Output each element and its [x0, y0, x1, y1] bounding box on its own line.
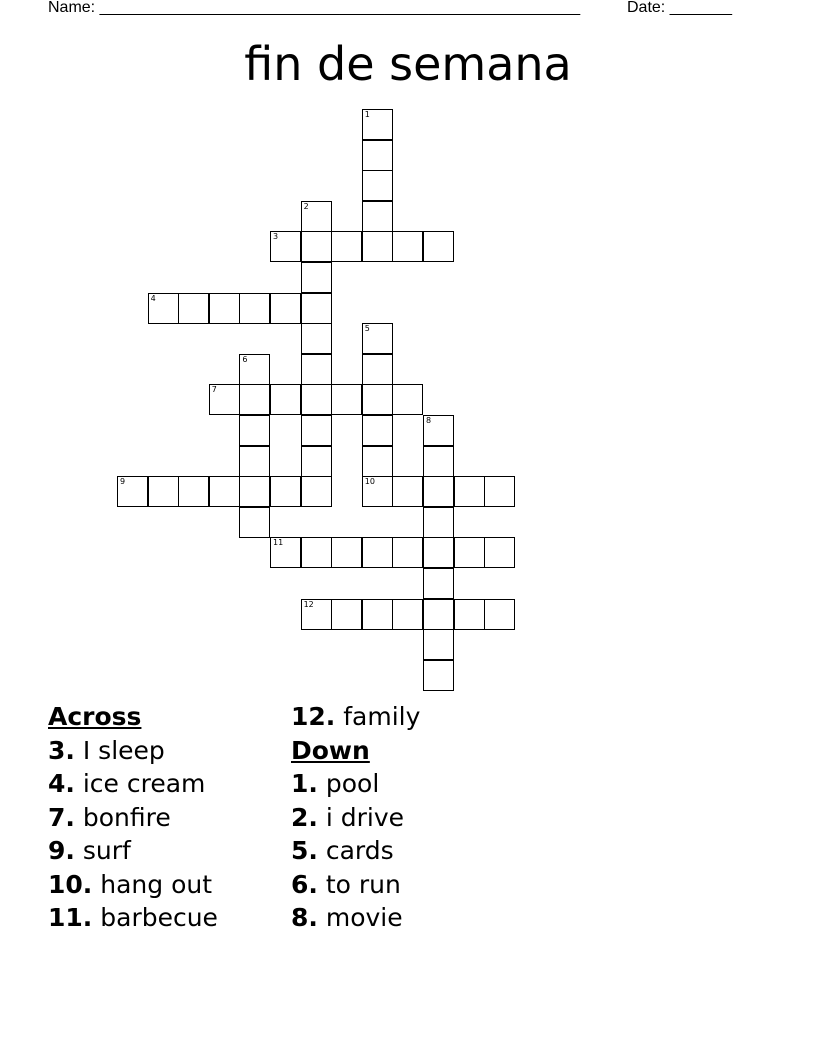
clue-text: ice cream — [82, 769, 206, 798]
grid-cell[interactable] — [301, 476, 332, 507]
date-line[interactable]: Date: _______ — [627, 0, 732, 16]
clue-down-2 — [291, 801, 420, 835]
grid-cell[interactable] — [301, 354, 332, 385]
clue-text: I sleep — [82, 735, 165, 765]
grid-cell[interactable] — [423, 231, 454, 262]
grid-cell[interactable] — [362, 109, 393, 140]
page-title: fin de semana — [244, 37, 572, 91]
clue-text: bonfire — [82, 802, 171, 832]
clue-across-4 — [48, 767, 218, 801]
clue-across-9 — [48, 834, 218, 868]
grid-cell[interactable] — [423, 507, 454, 538]
clue-number: 2. — [291, 802, 318, 832]
clue-across-7 — [48, 801, 218, 835]
grid-cell[interactable] — [178, 293, 209, 324]
cell-number: 9 — [120, 477, 126, 487]
grid-cell[interactable] — [484, 476, 515, 507]
grid-cell[interactable] — [423, 629, 454, 660]
grid-cell[interactable] — [301, 599, 332, 630]
clue-down-1 — [291, 767, 420, 801]
clue-number: 5. — [291, 836, 318, 865]
grid-cell[interactable] — [270, 293, 301, 324]
clues-column-right — [291, 700, 420, 935]
across-heading: Across — [48, 702, 142, 731]
grid-cell[interactable] — [270, 384, 301, 415]
clues-column-left — [48, 700, 218, 935]
grid-cell[interactable] — [423, 599, 454, 630]
grid-cell[interactable] — [484, 599, 515, 630]
clue-text: cards — [325, 836, 394, 865]
grid-cell[interactable] — [362, 323, 393, 354]
grid-cell[interactable] — [117, 476, 148, 507]
grid-cell[interactable] — [301, 415, 332, 446]
clue-down-5 — [291, 834, 420, 868]
grid-cell[interactable] — [423, 568, 454, 599]
clue-text: pool — [325, 769, 380, 798]
grid-cell[interactable] — [362, 231, 393, 262]
grid-cell[interactable] — [362, 476, 393, 507]
grid-cell[interactable] — [301, 537, 332, 568]
grid-cell[interactable] — [239, 354, 270, 385]
clue-text: i drive — [325, 802, 405, 832]
grid-cell[interactable] — [392, 476, 423, 507]
grid-cell[interactable] — [423, 446, 454, 477]
grid-cell[interactable] — [392, 384, 423, 415]
clue-number: 7. — [48, 802, 75, 832]
grid-cell[interactable] — [239, 446, 270, 477]
grid-cell[interactable] — [148, 476, 179, 507]
cell-number: 8 — [426, 416, 432, 425]
grid-cell[interactable] — [301, 201, 332, 232]
grid-cell[interactable] — [270, 476, 301, 507]
grid-cell[interactable] — [331, 384, 362, 415]
grid-cell[interactable] — [301, 231, 332, 262]
cell-number: 7 — [211, 385, 217, 395]
grid-cell[interactable] — [270, 231, 301, 262]
clue-across-10 — [48, 868, 218, 902]
grid-cell[interactable] — [392, 537, 423, 568]
grid-cell[interactable] — [423, 660, 454, 691]
grid-cell[interactable] — [362, 446, 393, 477]
grid-cell[interactable] — [454, 599, 485, 630]
clue-down-6 — [291, 868, 420, 902]
clue-number: 10. — [48, 869, 93, 899]
grid-cell[interactable] — [362, 170, 393, 201]
grid-cell[interactable] — [239, 507, 270, 538]
grid-cell[interactable] — [331, 231, 362, 262]
cell-number: 1 — [364, 110, 370, 119]
clue-text: hang out — [100, 869, 213, 899]
clue-number: 4. — [48, 769, 75, 798]
cell-number: 5 — [364, 324, 370, 334]
clue-number: 12. — [291, 702, 336, 731]
grid-cell[interactable] — [239, 476, 270, 507]
name-line[interactable]: Name: ______________________________________________________ — [48, 0, 581, 16]
cell-number: 10 — [364, 477, 375, 487]
clue-across-11 — [48, 901, 218, 935]
cell-number: 3 — [273, 232, 279, 242]
clue-text: barbecue — [100, 903, 218, 932]
clue-text: movie — [325, 903, 403, 932]
grid-cell[interactable] — [362, 537, 393, 568]
clue-text: surf — [82, 836, 131, 865]
grid-cell[interactable] — [270, 537, 301, 568]
clue-number: 1. — [291, 769, 318, 798]
cell-number: 6 — [242, 354, 248, 364]
grid-cell[interactable] — [178, 476, 209, 507]
grid-cell[interactable] — [301, 446, 332, 477]
grid-cell[interactable] — [423, 476, 454, 507]
grid-cell[interactable] — [362, 384, 393, 415]
clue-number: 6. — [291, 869, 318, 899]
grid-cell[interactable] — [239, 384, 270, 415]
clue-number: 9. — [48, 836, 75, 865]
grid-cell[interactable] — [362, 599, 393, 630]
grid-cell[interactable] — [331, 599, 362, 630]
cell-number: 12 — [303, 599, 314, 609]
grid-cell[interactable] — [301, 384, 332, 415]
clue-number: 11. — [48, 903, 93, 932]
grid-cell[interactable] — [362, 140, 393, 171]
grid-cell[interactable] — [209, 384, 240, 415]
grid-cell[interactable] — [484, 537, 515, 568]
grid-cell[interactable] — [148, 293, 179, 324]
grid-cell[interactable] — [301, 323, 332, 354]
grid-cell[interactable] — [454, 476, 485, 507]
grid-cell[interactable] — [362, 354, 393, 385]
clue-number: 8. — [291, 903, 318, 932]
clue-across-3 — [48, 734, 218, 768]
clue-across-12 — [291, 700, 420, 734]
grid-cell[interactable] — [239, 415, 270, 446]
cell-number: 4 — [150, 293, 156, 303]
grid-cell[interactable] — [239, 293, 270, 324]
clue-number: 3. — [48, 735, 75, 765]
grid-cell[interactable] — [423, 415, 454, 446]
grid-cell[interactable] — [362, 415, 393, 446]
clue-text: to run — [325, 869, 401, 899]
clue-down-8 — [291, 901, 420, 935]
down-heading: Down — [291, 735, 370, 765]
grid-cell[interactable] — [392, 599, 423, 630]
grid-cell[interactable] — [209, 293, 240, 324]
grid-cell[interactable] — [423, 537, 454, 568]
grid-cell[interactable] — [331, 537, 362, 568]
grid-cell[interactable] — [362, 201, 393, 232]
grid-cell[interactable] — [454, 537, 485, 568]
clue-text: family — [343, 702, 421, 731]
grid-cell[interactable] — [301, 293, 332, 324]
grid-cell[interactable] — [209, 476, 240, 507]
grid-cell[interactable] — [301, 262, 332, 293]
grid-cell[interactable] — [392, 231, 423, 262]
cell-number: 11 — [273, 538, 284, 548]
cell-number: 2 — [303, 201, 309, 211]
